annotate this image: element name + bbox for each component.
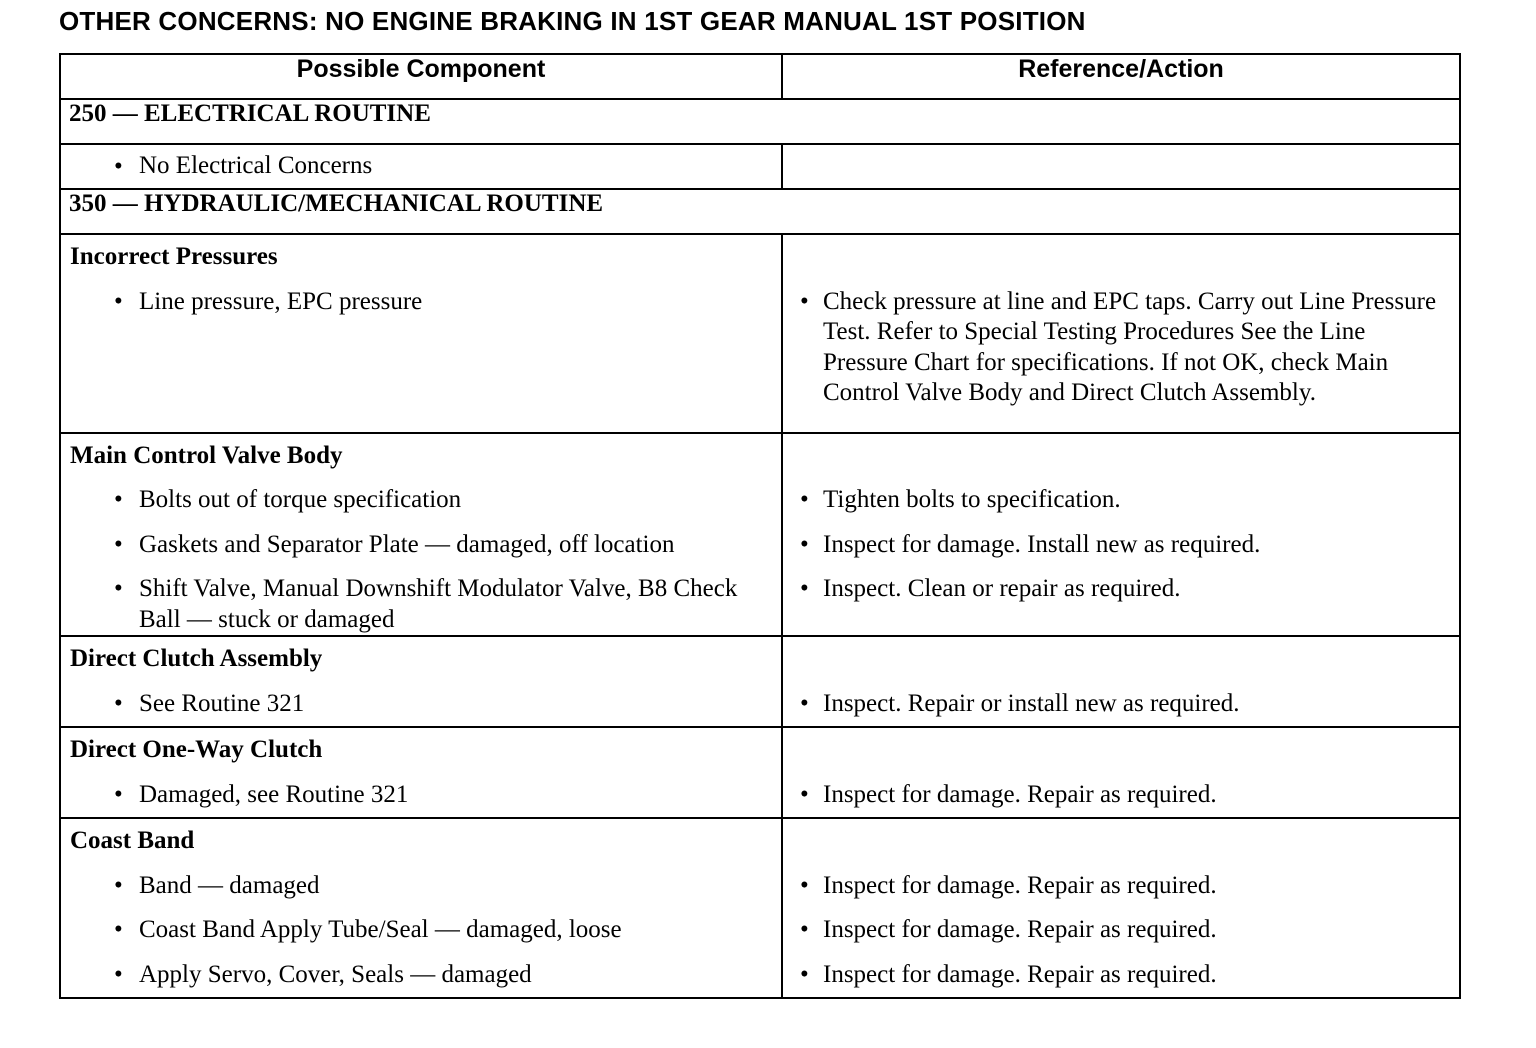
- component-text: Line pressure, EPC pressure: [139, 287, 423, 315]
- list-item: [791, 682, 1451, 727]
- group-title: Incorrect Pressures: [70, 243, 278, 270]
- group-title: Main Control Valve Body: [70, 441, 343, 469]
- table-header-row: [60, 54, 1460, 99]
- group-title: Direct Clutch Assembly: [70, 645, 323, 672]
- list-item: [791, 280, 1451, 432]
- list-item: [791, 567, 1451, 627]
- component-text: Band — damaged: [139, 871, 320, 899]
- action-text: Check pressure at line and EPC taps. Carry out Line Pressure Test. Refer to Special Testing Procedures See the Line Pressure Chart for specifications. If not OK, check Main Control Valve Body and Direct Clutch Assembly.: [823, 287, 1437, 406]
- action-text: Inspect for damage. Install new as required.: [823, 530, 1261, 558]
- bullet: •: [800, 780, 809, 808]
- bullet: •: [114, 960, 123, 988]
- list-item: [69, 523, 773, 568]
- header-reference-action: Reference/Action: [782, 54, 1460, 99]
- list-item: [791, 478, 1451, 523]
- component-text: Damaged, see Routine 321: [139, 780, 409, 808]
- list-item: [69, 280, 773, 432]
- component-cell: [60, 818, 782, 998]
- bullet: •: [800, 575, 809, 602]
- section-title-hydraulic: 350 — HYDRAULIC/MECHANICAL ROUTINE: [60, 189, 1460, 234]
- component-text: No Electrical Concerns: [139, 152, 373, 179]
- bullet: •: [114, 530, 123, 558]
- group-main-control-valve-body: [60, 433, 1460, 637]
- component-text: Coast Band Apply Tube/Seal — damaged, loose: [139, 916, 622, 943]
- component-text: Shift Valve, Manual Downshift Modulator Valve, B8 Check Ball — stuck or damaged: [139, 575, 738, 633]
- list-item: [791, 864, 1451, 909]
- component-text: See Routine 321: [139, 689, 305, 717]
- group-coast-band: [60, 818, 1460, 998]
- action-cell: [782, 433, 1460, 637]
- group-incorrect-pressures: [60, 234, 1460, 433]
- section-row-hydraulic: [60, 189, 1460, 234]
- component-cell: [60, 433, 782, 637]
- table-row: [60, 144, 1460, 189]
- group-direct-one-way-clutch: [60, 727, 1460, 818]
- bullet: •: [800, 689, 809, 717]
- list-item: [791, 908, 1451, 953]
- list-item: [69, 864, 773, 909]
- action-text: Inspect. Repair or install new as required.: [823, 689, 1240, 717]
- bullet: •: [800, 486, 809, 513]
- bullet: •: [800, 287, 809, 315]
- component-text: Bolts out of torque specification: [139, 486, 462, 513]
- bullet: •: [114, 689, 123, 717]
- bullet: •: [800, 960, 809, 988]
- component-cell: [60, 727, 782, 818]
- group-direct-clutch-assembly: [60, 636, 1460, 727]
- component-text: Apply Servo, Cover, Seals — damaged: [139, 960, 532, 988]
- bullet: •: [114, 780, 123, 808]
- component-cell: [60, 144, 782, 189]
- list-item: [69, 953, 773, 998]
- component-cell: [60, 234, 782, 433]
- section-row-electrical: [60, 99, 1460, 144]
- section-title-electrical: 250 — ELECTRICAL ROUTINE: [60, 99, 1460, 144]
- action-text: Inspect. Clean or repair as required.: [823, 575, 1181, 602]
- list-item: [69, 145, 773, 182]
- list-item: [69, 908, 773, 953]
- page-title: OTHER CONCERNS: NO ENGINE BRAKING IN 1ST GEAR MANUAL 1ST POSITION: [59, 6, 1086, 36]
- bullet: •: [114, 916, 123, 943]
- bullet: •: [114, 575, 123, 602]
- bullet: •: [114, 153, 123, 180]
- group-title: Direct One-Way Clutch: [70, 736, 323, 763]
- list-item: [791, 523, 1451, 568]
- bullet: •: [800, 916, 809, 943]
- list-item: [791, 953, 1451, 998]
- bullet: •: [114, 486, 123, 513]
- group-title: Coast Band: [70, 827, 195, 854]
- list-item: [69, 773, 773, 818]
- component-text: Gaskets and Separator Plate — damaged, off location: [139, 530, 675, 558]
- action-text: Inspect for damage. Repair as required.: [823, 871, 1217, 899]
- diagnostic-table: [59, 53, 1461, 999]
- list-item: [69, 567, 773, 635]
- action-text: Inspect for damage. Repair as required.: [823, 960, 1217, 988]
- bullet: •: [800, 530, 809, 558]
- action-text: Inspect for damage. Repair as required.: [823, 916, 1217, 943]
- bullet: •: [114, 287, 123, 315]
- action-cell: [782, 818, 1460, 998]
- bullet: •: [114, 871, 123, 899]
- component-cell: [60, 636, 782, 727]
- action-cell: [782, 636, 1460, 727]
- action-text: Tighten bolts to specification.: [823, 486, 1121, 513]
- bullet: •: [800, 871, 809, 899]
- action-cell: [782, 234, 1460, 433]
- list-item: [69, 682, 773, 727]
- action-cell: [782, 727, 1460, 818]
- action-cell: [782, 144, 1460, 189]
- list-item: [69, 478, 773, 523]
- action-text: Inspect for damage. Repair as required.: [823, 780, 1217, 808]
- list-item: [791, 773, 1451, 818]
- header-possible-component: Possible Component: [60, 54, 782, 99]
